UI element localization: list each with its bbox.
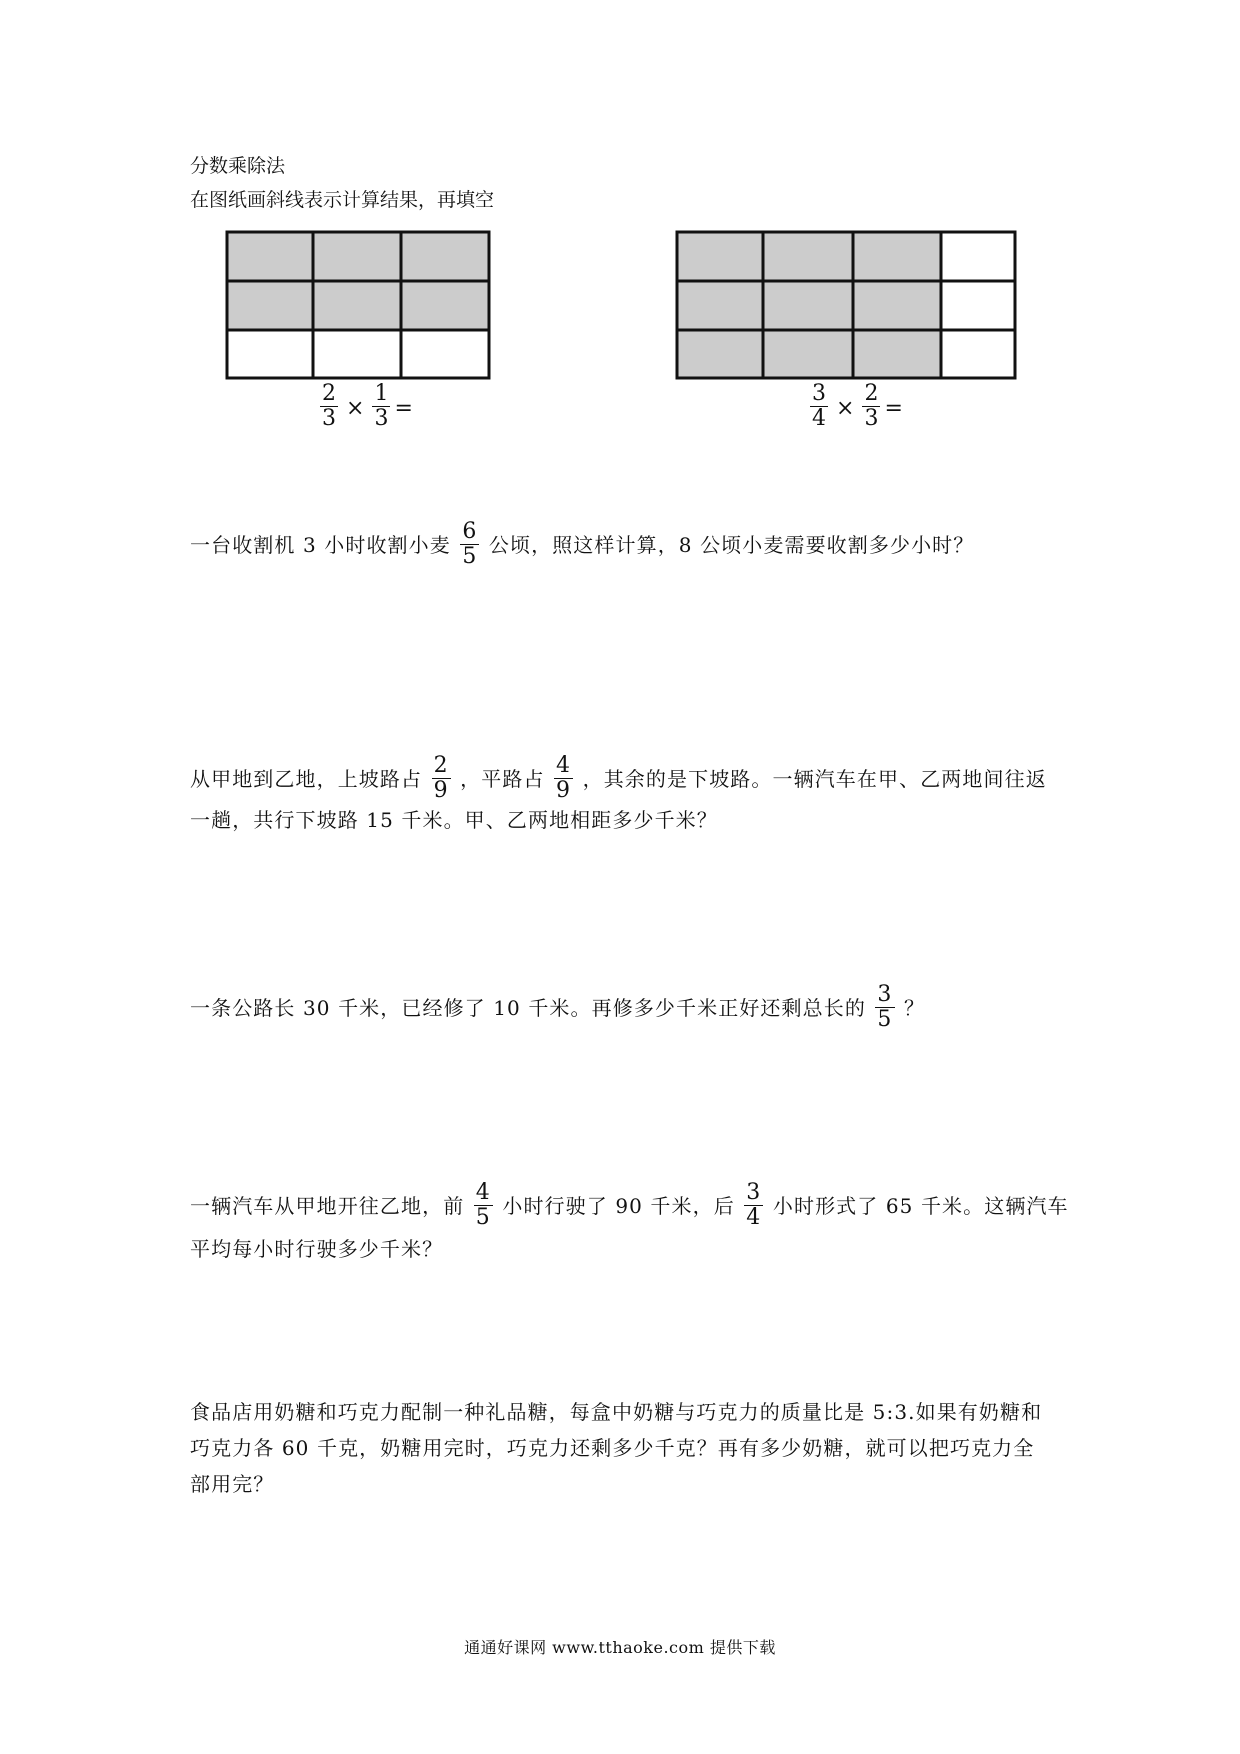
problem-text: 巧克力各 60 千克，奶糖用完时，巧克力还剩多少千克？再有多少奶糖，就可以把巧克力全 [190,1436,1035,1460]
denominator: 4 [746,1205,762,1230]
problem-text: 一辆汽车从甲地开往乙地，前 [190,1194,465,1218]
numerator: 4 [475,1180,491,1205]
denominator: 5 [877,1007,893,1032]
grid-cell-shaded [853,330,941,378]
denominator: 5 [462,544,478,569]
grid-cell-shaded [763,330,853,378]
numerator: 2 [433,753,449,778]
equals-sign: = [394,396,413,421]
denominator: 3 [374,406,389,431]
numerator: 4 [556,753,572,778]
grid-cell [401,330,489,378]
fraction [875,983,894,1032]
grid-cell-shaded [227,232,313,281]
grid-cell [227,330,313,378]
fraction [554,754,573,803]
fraction [372,382,390,431]
denominator: 5 [475,1205,491,1230]
grid-cell-shaded [313,232,401,281]
grid-cell-shaded [763,232,853,281]
problem-text: ？ [903,996,926,1020]
footer-credit: 通通好课网 www.tthaoke.com 提供下载 [464,1638,776,1657]
numerator: 2 [864,381,879,406]
grid-cell-shaded [677,330,763,378]
grid-cell-shaded [227,281,313,330]
fraction [320,382,338,431]
page-title: 分数乘除法 [190,155,286,177]
fraction [474,1181,493,1230]
problem-text: ，平路占 [460,767,545,791]
denominator: 3 [864,406,879,431]
grid-cell [313,330,401,378]
times-sign: × [346,396,365,421]
fraction [460,520,479,569]
grid-cell-shaded [853,281,941,330]
problem-text: 从甲地到乙地，上坡路占 [190,767,423,791]
fraction [432,754,451,803]
numerator: 3 [812,381,826,406]
problem-text: 一条公路长 30 千米，已经修了 10 千米。再修多少千米正好还剩总长的 [190,996,866,1020]
denominator: 4 [812,406,826,431]
equals-sign: = [884,396,903,421]
problem-text: 平均每小时行驶多少千米？ [190,1237,444,1261]
numerator: 1 [374,381,389,406]
grid-cell-shaded [853,232,941,281]
numerator: 6 [462,519,478,544]
grid-cell [941,281,1015,330]
grid-figure-1 [225,230,491,380]
denominator: 3 [322,406,336,431]
grid-cell-shaded [763,281,853,330]
numerator: 2 [322,381,336,406]
problem-text: 小时行驶了 90 千米，后 [502,1194,735,1218]
grid-cell-shaded [313,281,401,330]
problem-text: ，其余的是下坡路。一辆汽车在甲、乙两地间往返 [582,767,1047,791]
grid-cell [941,232,1015,281]
grid-cell-shaded [401,232,489,281]
grid-figure-2 [675,230,1019,380]
grid-cell-shaded [677,281,763,330]
problem-text: 公顷，照这样计算，8 公顷小麦需要收割多少小时？ [488,533,975,557]
problem-text: 一台收割机 3 小时收割小麦 [190,533,451,557]
problem-text: 小时形式了 65 千米。这辆汽车 [772,1194,1069,1218]
fraction [810,382,828,431]
denominator: 9 [433,778,449,803]
fraction [744,1181,763,1230]
numerator: 3 [746,1180,762,1205]
grid-cell-shaded [401,281,489,330]
problem-text: 一趟，共行下坡路 15 千米。甲、乙两地相距多少千米？ [190,808,718,832]
grid-cell [941,330,1015,378]
grid-cell-shaded [677,232,763,281]
equation-2 [808,381,909,433]
numerator: 3 [877,982,893,1007]
instruction-text: 在图纸画斜线表示计算结果，再填空 [190,189,495,211]
equation-1 [318,381,419,433]
fraction [862,382,880,431]
problem-text: 部用完？ [190,1472,275,1496]
problem-text: 食品店用奶糖和巧克力配制一种礼品糖，每盒中奶糖与巧克力的质量比是 5:3.如果有奶糖和 [190,1400,1043,1424]
denominator: 9 [556,778,572,803]
times-sign: × [836,396,855,421]
